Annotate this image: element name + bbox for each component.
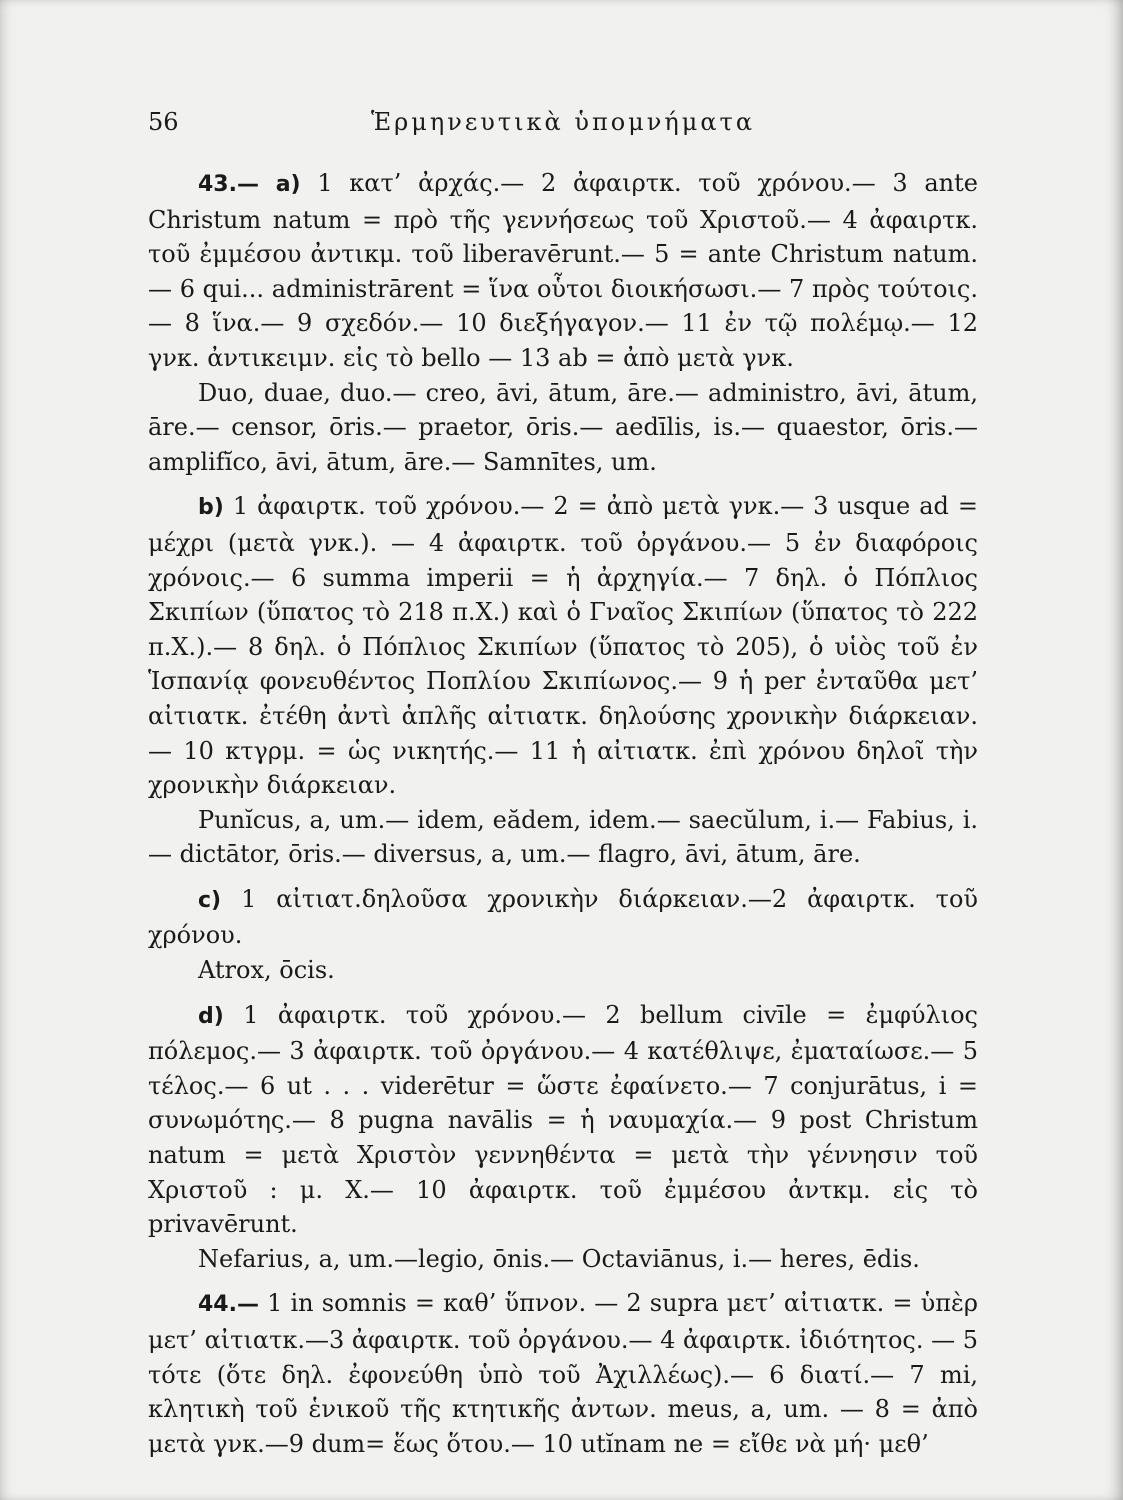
section-43c <box>148 882 978 953</box>
section-43a <box>148 166 978 376</box>
running-head <box>148 108 978 136</box>
section-text: 1 ἀφαιρτκ. τοῦ χρόνου.— 2 bellum civīle = ἐμφύλιος πόλεμος.— 3 ἀφαιρτκ. τοῦ ὀργάνου.— 4 κατέθλιψε, ἐματαίωσε.— 5 τέλος.— 6 ut . . . viderētur = ὥστε ἐφαίνετο.— 7 conjurātus, i = συνωμότης.— 8 pugna navālis = ἡ ναυμαχία.— 9 post Christum natum = μετὰ Χριστὸν γεννηθέντα = μετὰ τὴν γέννησιν τοῦ Χριστοῦ : μ. Χ.— 10 ἀφαιρτκ. τοῦ ἐμμέσου ἀντκμ. εἰς τὸ privavērunt. <box>148 1000 978 1239</box>
section-number: 43.— <box>198 172 259 197</box>
vocab-43b: Punĭcus, a, um.— idem, eădem, idem.— saecŭlum, i.— Fabius, i.— dictātor, ōris.— diversus, a, um.— flagro, āvi, ātum, āre. <box>148 805 978 869</box>
subsection-label: c) <box>198 887 222 913</box>
vocab-43a: Duo, duae, duo.— creo, āvi, ātum, āre.— administro, āvi, ātum, āre.— censor, ōris.— praetor, ōris.— aedīlis, is.— quaestor, ōris.— amplifĭco, āvi, ātum, āre.— Samnītes, um. <box>148 378 978 476</box>
subsection-label: b) <box>198 495 224 521</box>
subsection-label: a) <box>275 172 301 197</box>
vocab-43d: Nefarius, a, um.—legio, ōnis.— Octaviānus, i.— heres, ēdis. <box>198 1244 920 1273</box>
section-44 <box>148 1286 978 1461</box>
section-text: 1 αἰτιατ.δηλοῦσα χρονικὴν διάρκειαν.—2 ἀφαιρτκ. τοῦ χρόνου. <box>148 884 978 950</box>
running-title: Ἑρμηνευτικὰ ὑπομνήματα <box>370 108 756 136</box>
section-43b <box>148 489 978 802</box>
page-number: 56 <box>148 108 179 136</box>
section-text: 1 κατ’ ἀρχάς.— 2 ἀφαιρτκ. τοῦ χρόνου.— 3 ante Christum natum = πρὸ τῆς γεννήσεως τοῦ Χριστοῦ.— 4 ἀφαιρτκ. τοῦ ἐμμέσου ἀντικμ. τοῦ liberavērunt.— 5 = ante Christum natum.— 6 qui... administrārent = ἵνα οὗτοι διοικήσωσι.— 7 πρὸς τούτοις. — 8 ἵνα.— 9 σχεδόν.— 10 διεξήγαγον.— 11 ἐν τῷ πολέμῳ.— 12 γνκ. ἀντικειμν. εἰς τὸ bello — 13 ab = ἀπὸ μετὰ γνκ. <box>148 169 978 372</box>
subsection-label: d) <box>198 1003 224 1029</box>
section-number: 44.— <box>198 1292 259 1318</box>
section-text: 1 ἀφαιρτκ. τοῦ χρόνου.— 2 = ἀπὸ μετὰ γνκ.— 3 usque ad = μέχρι (μετὰ γνκ.). — 4 ἀφαιρτκ. τοῦ ὀργάνου.— 5 ἐν διαφόροις χρόνοις.— 6 summa imperii = ἡ ἀρχηγία.— 7 δηλ. ὁ Πόπλιος Σκιπίων (ὕπατος τὸ 218 π.Χ.) καὶ ὁ Γναῖος Σκιπίων (ὕπατος τὸ 222 π.Χ.).— 8 δηλ. ὁ Πόπλιος Σκιπίων (ὕπατος τὸ 205), ὁ υἱὸς τοῦ ἐν Ἱσπανίᾳ φονευθέντος Ποπλίου Σκιπίωνος.— 9 ἡ per ἐνταῦθα μετ’ αἰτιατκ. ἐτέθη ἀντὶ ἁπλῆς αἰτιατκ. δηλούσης χρονικὴν διάρκειαν.— 10 κτγρμ. = ὡς νικητής.— 11 ἡ αἰτιατκ. ἐπὶ χρόνου δηλοῖ τὴν χρονικὴν διάρκειαν. <box>148 492 978 800</box>
section-text: 1 in somnis = καθ’ ὕπνον. — 2 supra μετ’ αἰτιατκ. = ὑπὲρ μετ’ αἰτιατκ.—3 ἀφαιρτκ. τοῦ ὀργάνου.— 4 ἀφαιρτκ. ἰδιότητος. — 5 τότε (ὅτε δηλ. ἐφονεύθη ὑπὸ τοῦ Ἀχιλλέως).— 6 διατί.— 7 mi, κλητικὴ τοῦ ἑνικοῦ τῆς κτητικῆς ἀντων. meus, a, um. — 8 = ἀπὸ μετὰ γνκ.—9 dum= ἕως ὅτου.— 10 utĭnam ne = εἴθε νὰ μή· μεθ’ <box>148 1289 978 1458</box>
page-content <box>148 108 978 1461</box>
section-43d <box>148 998 978 1242</box>
vocab-43c: Atrox, ōcis. <box>198 956 335 985</box>
